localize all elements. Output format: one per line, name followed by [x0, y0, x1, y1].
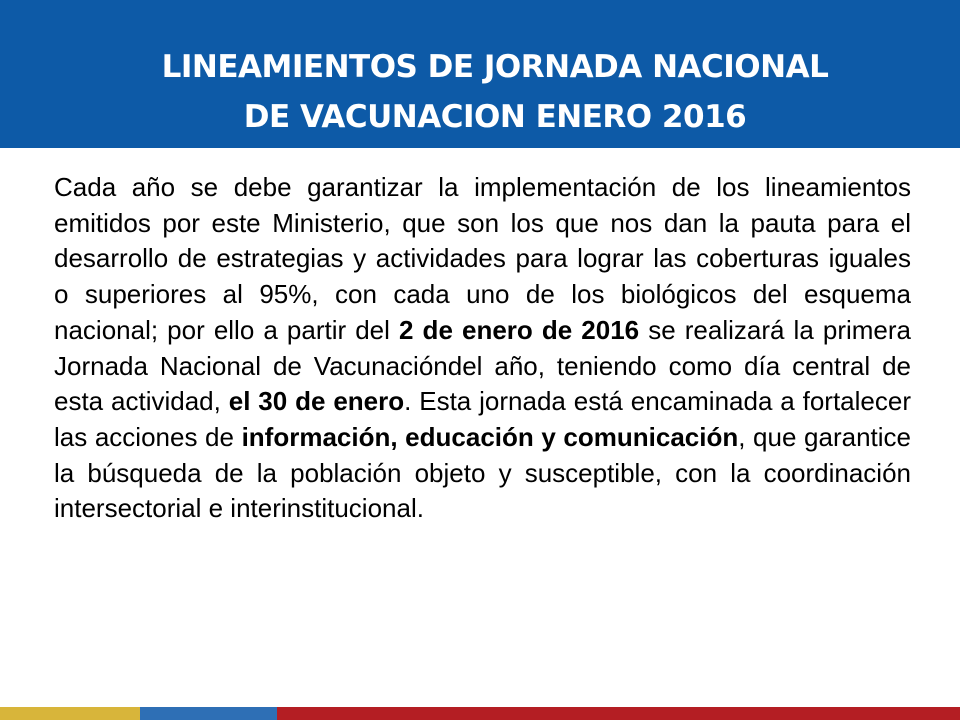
- title-line-1: LINEAMIENTOS DE JORNADA NACIONAL: [161, 49, 829, 85]
- title-banner: [0, 0, 960, 148]
- bold-central-day: el 30 de enero: [228, 386, 405, 417]
- body-text-segment-1: Cada año se debe garantizar la implementación de los lineamientos emitidos por este Ministerio, que son los que nos dan la pauta para el desarrollo de estrategias y actividades para lograr las coberturas iguales o superiores al 95%, con cada uno de los biológicos del esquema nacional; por ello a partir del: [54, 172, 911, 345]
- page-title: [0, 42, 960, 142]
- body-text-segment-2: se realizará la primera Jornada Nacional de Vacunacióndel año, teniendo como día central de esta actividad,: [54, 314, 911, 417]
- body-paragraph: [54, 170, 911, 527]
- title-line-2: DE VACUNACION ENERO 2016: [243, 99, 747, 135]
- body-text-segment-3: . Esta jornada está encaminada a fortalecer las acciones de: [54, 386, 911, 452]
- body-text-segment-4: , que garantice la búsqueda de la población objeto y susceptible, con la coordinación intersectorial e interinstitucional.: [54, 421, 911, 524]
- bar-segment-blue: [140, 707, 277, 720]
- bold-date-start: 2 de enero de 2016: [399, 314, 640, 345]
- bar-segment-red: [277, 707, 960, 720]
- bar-segment-yellow: [0, 707, 140, 720]
- bold-iec-actions: información, educación y comunicación: [241, 421, 739, 452]
- bottom-color-bar: [0, 707, 960, 720]
